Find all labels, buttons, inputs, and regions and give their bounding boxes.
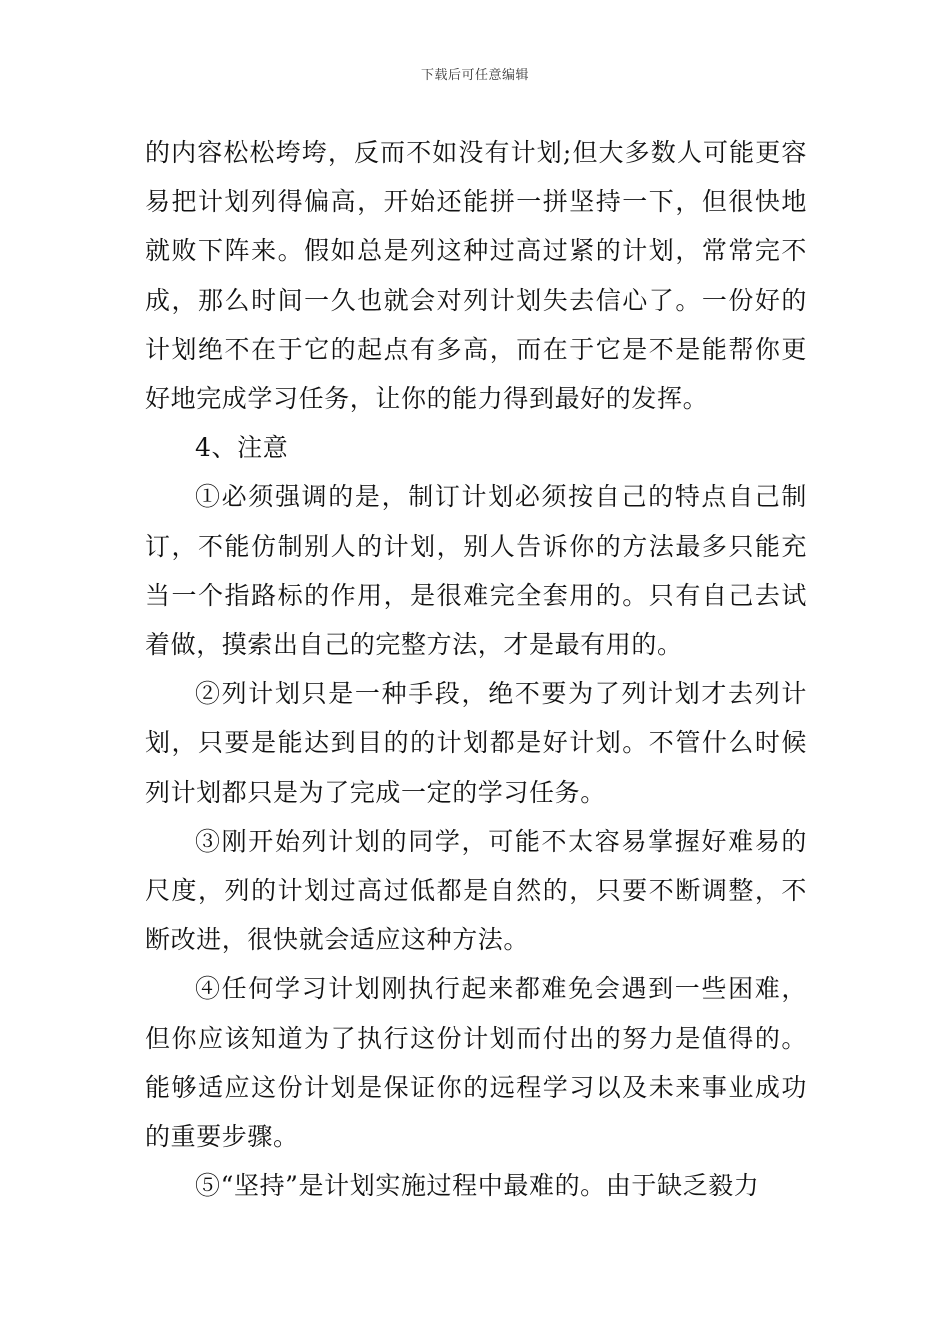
paragraph-note-2: ②列计划只是一种手段，绝不要为了列计划才去列计划，只要是能达到目的的计划都是好计划。不管什么时候列计划都只是为了完成一定的学习任务。 [145,679,807,807]
paragraph-note-1: ①必须强调的是，制订计划必须按自己的特点自己制订，不能仿制别人的计划，别人告诉你的方法最多只能充当一个指路标的作用，是很难完全套用的。只有自己去试着做，摸索出自己的完整方法，才是最有用的。 [145,482,807,660]
document-body [145,128,807,1210]
paragraph-note-3: ③刚开始列计划的同学，可能不太容易掌握好难易的尺度，列的计划过高过低都是自然的，只要不断调整，不断改进，很快就会适应这种方法。 [145,826,807,955]
paragraph-continuation: 的内容松松垮垮，反而不如没有计划;但大多数人可能更容易把计划列得偏高，开始还能拼一拼坚持一下，但很快地就败下阵来。假如总是列这种过高过紧的计划，常常完不成，那么时间一久也就会对列计划失去信心了。一份好的计划绝不在于它的起点有多高，而在于它是不是能帮你更好地完成学习任务，让你的能力得到最好的发挥。 [145,138,807,414]
page-header: 下载后可任意编辑 [420,68,529,83]
section-heading: 4、注意 [195,433,289,463]
paragraph-note-5: ⑤“坚持”是计划实施过程中最难的。由于缺乏毅力 [195,1171,760,1201]
paragraph-note-4: ④任何学习计划刚执行起来都难免会遇到一些困难，但你应该知道为了执行这份计划而付出的努力是值得的。能够适应这份计划是保证你的远程学习以及未来事业成功的重要步骤。 [145,974,807,1152]
